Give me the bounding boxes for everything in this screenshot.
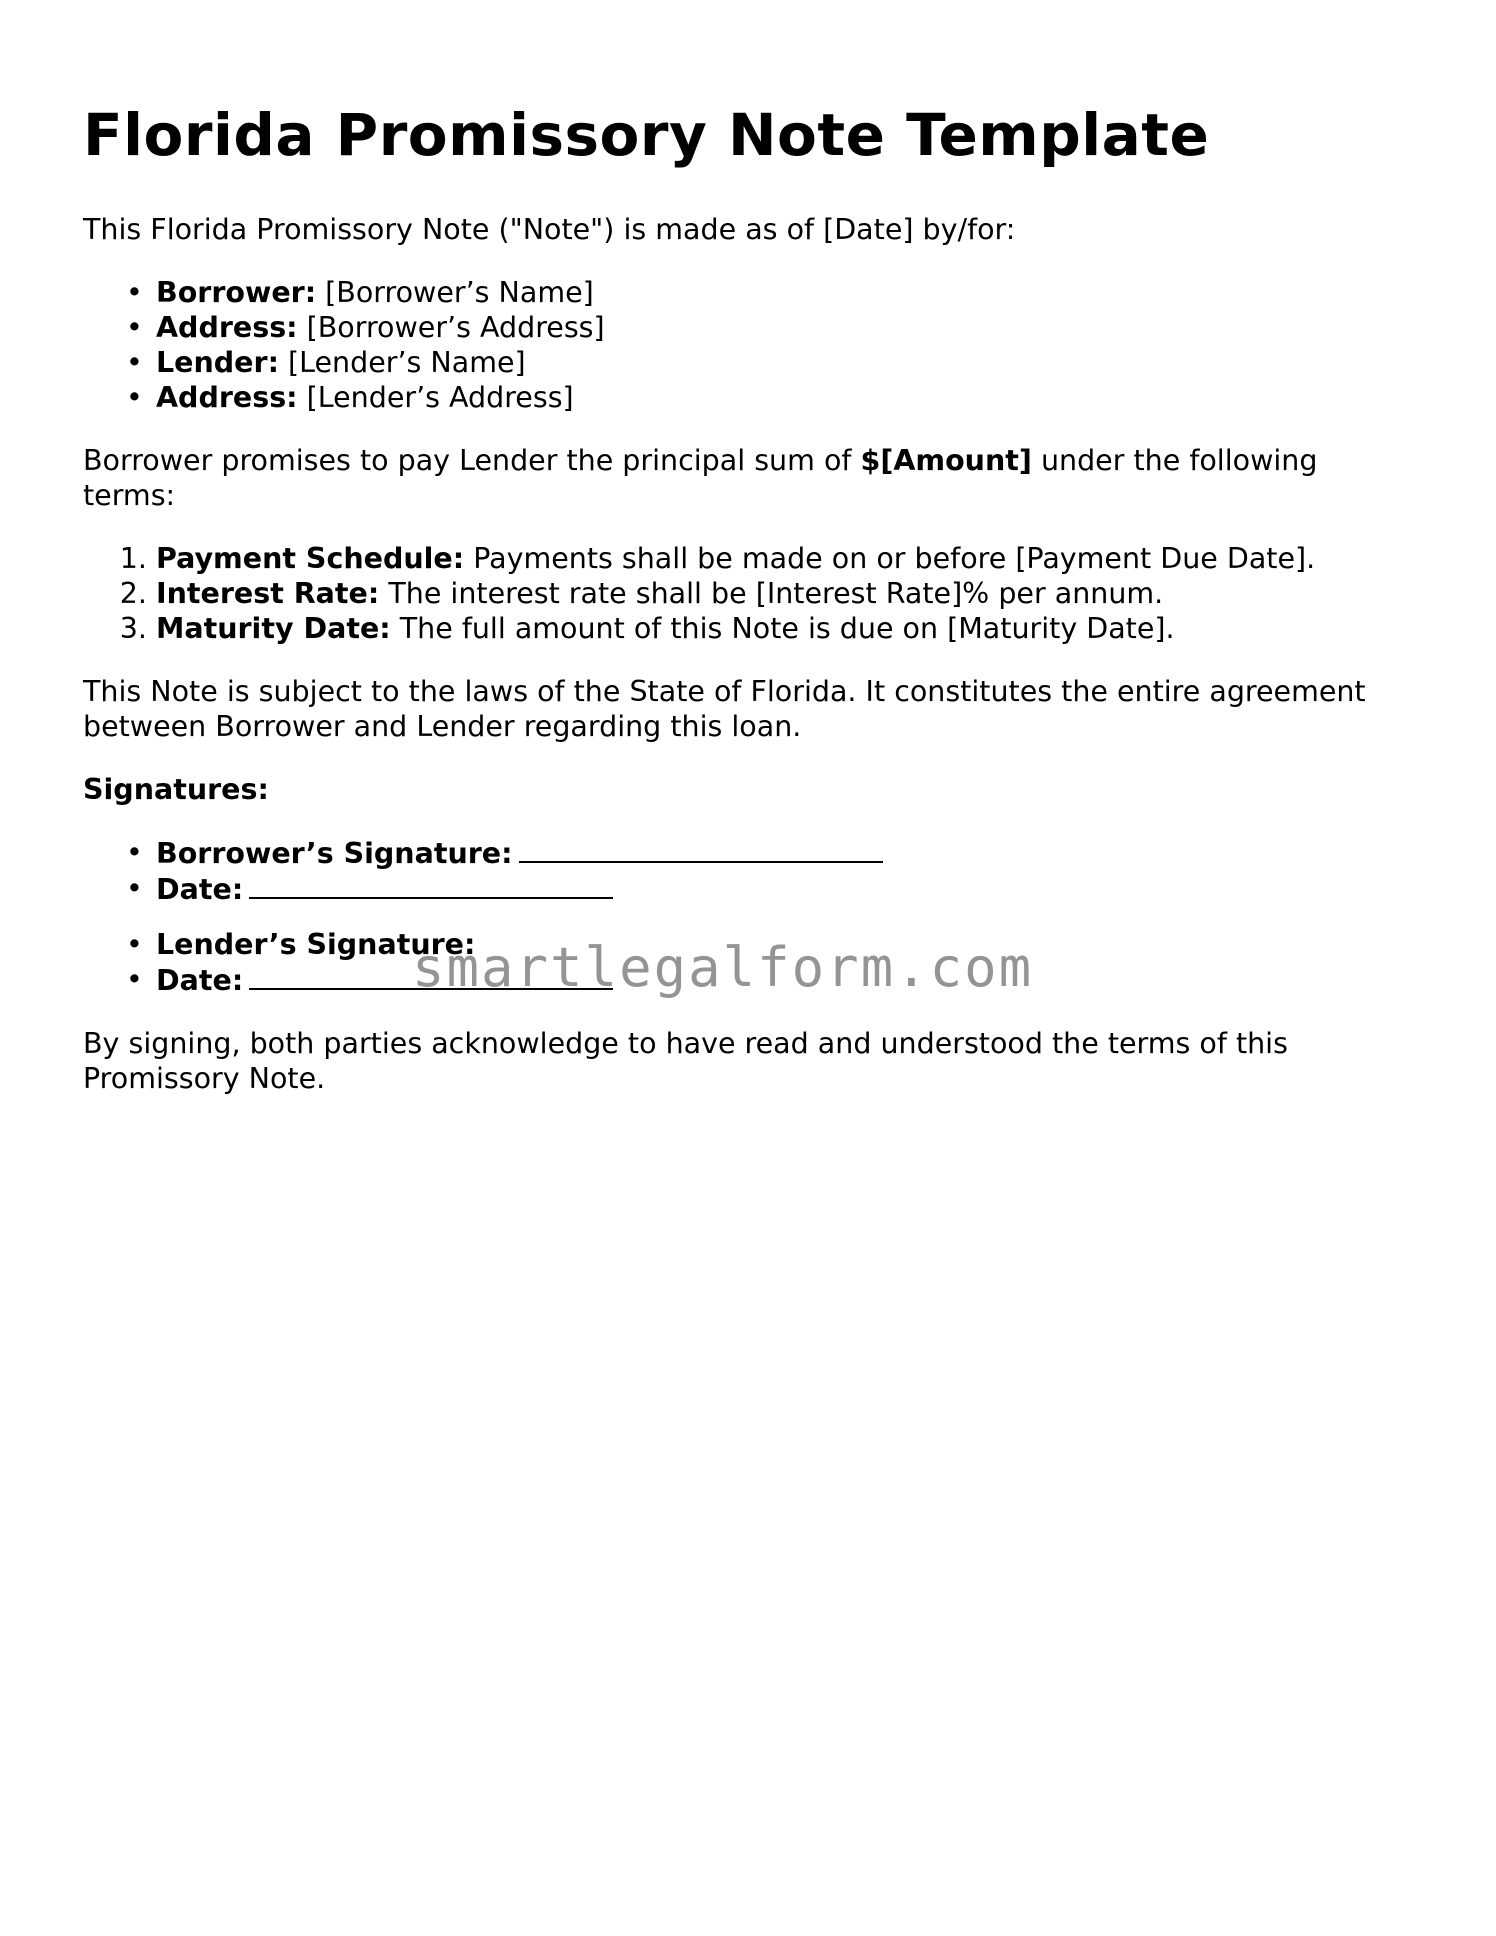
signatures-heading: [83, 772, 1413, 807]
party-value: [Borrower’s Name]: [325, 276, 594, 309]
borrower-signature-label: Borrower’s Signature:: [156, 837, 513, 870]
party-item: [156, 345, 1413, 380]
terms-list: [83, 541, 1413, 646]
borrower-signature-list: [83, 835, 1413, 907]
term-item: [156, 576, 1413, 611]
document-page: [83, 100, 1413, 1124]
signatures-heading-text: Signatures:: [83, 773, 269, 806]
lender-signature-list: [83, 927, 1413, 998]
party-item: [156, 380, 1413, 415]
party-item: [156, 310, 1413, 345]
parties-list: [83, 275, 1413, 415]
party-label: Address:: [156, 311, 298, 344]
term-label: Payment Schedule:: [156, 542, 465, 575]
borrower-signature-item: [156, 835, 1413, 871]
lender-date-label: Date:: [156, 964, 244, 997]
borrower-date-line[interactable]: [249, 871, 613, 899]
term-item: [156, 611, 1413, 646]
lender-date-item: [156, 962, 1413, 998]
party-value: [Lender’s Name]: [288, 346, 526, 379]
closing-paragraph: By signing, both parties acknowledge to have read and understood the terms of this Promissory Note.: [83, 1027, 1288, 1095]
party-item: [156, 275, 1413, 310]
borrower-date-label: Date:: [156, 873, 244, 906]
intro-paragraph: This Florida Promissory Note ("Note") is made as of [Date] by/for:: [83, 213, 1016, 246]
document-title: Florida Promissory Note Template: [83, 101, 1210, 169]
principal-before: Borrower promises to pay Lender the principal sum of: [83, 444, 861, 477]
party-value: [Lender’s Address]: [306, 381, 574, 414]
lender-signature-item: [156, 927, 1413, 962]
governing-law-paragraph: This Note is subject to the laws of the State of Florida. It constitutes the entire agreement between Borrower and Lender regarding this loan.: [83, 675, 1366, 743]
borrower-date-item: [156, 871, 1413, 907]
party-value: [Borrower’s Address]: [306, 311, 605, 344]
party-label: Address:: [156, 381, 298, 414]
party-label: Borrower:: [156, 276, 317, 309]
watermark: smartlegalform.com: [412, 936, 1034, 999]
term-value: The interest rate shall be [Interest Rate]% per annum.: [388, 577, 1164, 610]
principal-after: under the following terms:: [83, 444, 1318, 512]
lender-signature-label: Lender’s Signature:: [156, 928, 476, 961]
term-item: [156, 541, 1413, 576]
principal-paragraph: [83, 443, 1413, 513]
term-label: Interest Rate:: [156, 577, 380, 610]
term-value: Payments shall be made on or before [Payment Due Date].: [473, 542, 1316, 575]
borrower-signature-line[interactable]: [519, 835, 883, 863]
principal-amount: $[Amount]: [860, 444, 1032, 477]
party-label: Lender:: [156, 346, 279, 379]
lender-date-line[interactable]: [249, 962, 613, 990]
term-value: The full amount of this Note is due on [Maturity Date].: [399, 612, 1175, 645]
term-label: Maturity Date:: [156, 612, 391, 645]
